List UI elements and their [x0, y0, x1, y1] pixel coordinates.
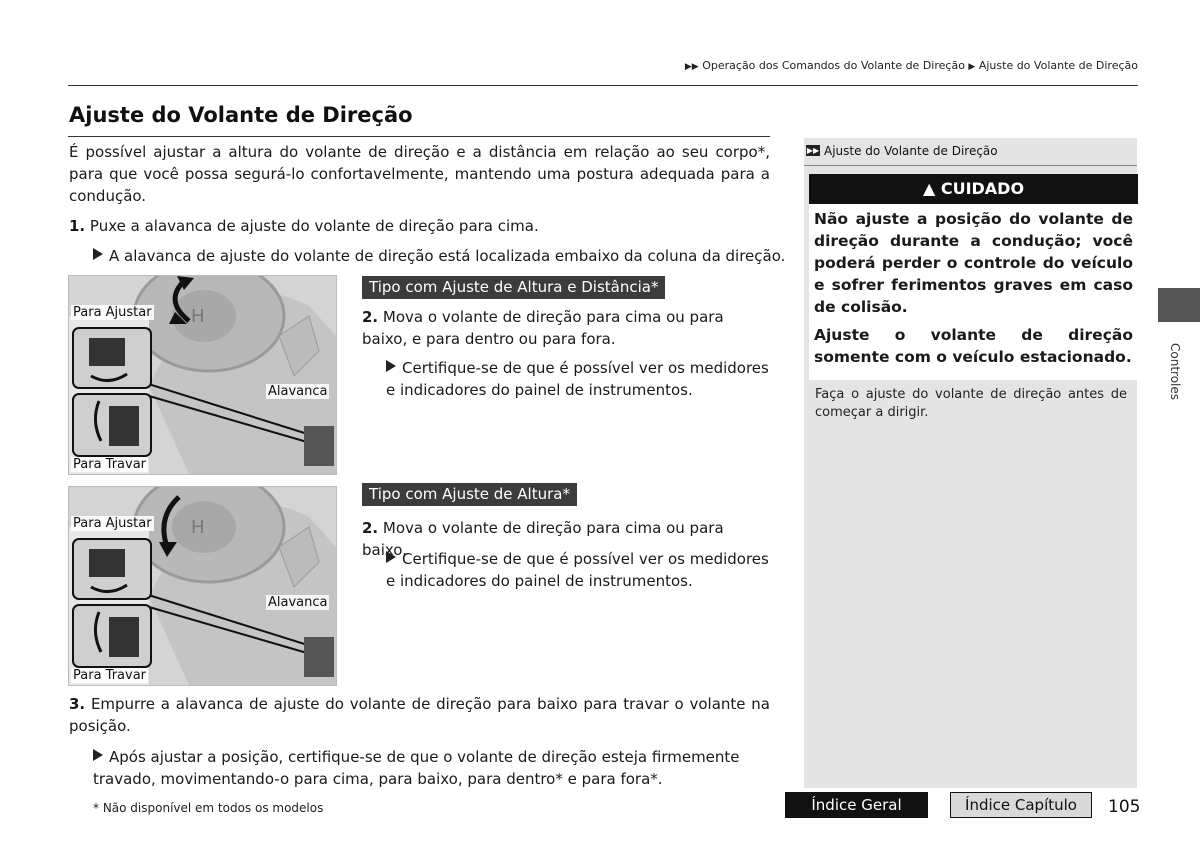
type-1-note [386, 357, 770, 401]
step-3-note-text: Após ajustar a posição, certifique-se de que o volante de direção esteja firmemente travado, movimentando-o para cima, para baixo, para dentro* e para fora*. [93, 748, 740, 788]
type-1-note-text: Certifique-se de que é possível ver os medidores e indicadores do painel de instrumentos. [386, 359, 769, 399]
arrow-bullet-icon [386, 551, 396, 563]
type-2-note [386, 548, 770, 592]
figure-height-distance [68, 275, 337, 475]
step-3 [69, 693, 770, 737]
label-alavanca: Alavanca [268, 384, 328, 399]
label-para-travar: Para Travar [73, 668, 147, 683]
figure-height [68, 486, 337, 686]
index-general-button[interactable]: Índice Geral [785, 792, 928, 818]
type-2-label: Tipo com Ajuste de Altura* [362, 483, 577, 506]
page-number: 105 [1108, 797, 1141, 817]
arrow-bullet-icon [93, 749, 103, 761]
footnote: * Não disponível em todos os modelos [93, 801, 324, 815]
chapter-tab[interactable] [1158, 288, 1200, 322]
label-para-ajustar: Para Ajustar [73, 516, 152, 531]
svg-text:H: H [191, 517, 205, 538]
double-arrow-icon: ▶▶ [684, 62, 699, 72]
caution-text-2: Ajuste o volante de direção somente com o veículo estacionado. [814, 326, 1133, 366]
index-chapter-button[interactable]: Índice Capítulo [950, 792, 1092, 818]
breadcrumb [685, 59, 1138, 72]
type-1-step [362, 306, 770, 350]
caution-header [809, 174, 1138, 204]
step-1-text: Puxe a alavanca de ajuste do volante de direção para cima. [89, 217, 539, 235]
step-1-note-text: A alavanca de ajuste do volante de direção está localizada embaixo da coluna da direção. [109, 247, 786, 265]
page-title: Ajuste do Volante de Direção [69, 103, 413, 127]
label-para-travar: Para Travar [73, 457, 147, 472]
type-2-note-text: Certifique-se de que é possível ver os medidores e indicadores do painel de instrumentos. [386, 550, 769, 590]
label-para-ajustar: Para Ajustar [73, 305, 152, 320]
header-divider [68, 85, 1138, 86]
label-alavanca: Alavanca [268, 595, 328, 610]
type-2-step-text: Mova o volante de direção para cima ou para baixo. [362, 519, 724, 559]
arrow-icon: ▶ [968, 62, 976, 72]
breadcrumb-item-section[interactable]: Operação dos Comandos do Volante de Direção [702, 59, 965, 72]
type-1-step-number: 2. [362, 308, 379, 326]
side-note: Faça o ajuste do volante de direção antes de começar a dirigir. [815, 387, 1127, 420]
type-1-step-text: Mova o volante de direção para cima ou para baixo, e para dentro ou para fora. [362, 308, 724, 348]
step-3-number: 3. [69, 695, 86, 713]
caution-title: CUIDADO [940, 179, 1025, 198]
svg-text:H: H [191, 306, 205, 327]
step-3-text: Empurre a alavanca de ajuste do volante de direção para baixo para travar o volante na posição. [69, 695, 770, 735]
breadcrumb-item-page[interactable]: Ajuste do Volante de Direção [978, 59, 1138, 72]
step-1 [69, 215, 770, 237]
step-1-note [93, 245, 786, 267]
chapter-tab-label: Controles [1168, 343, 1182, 401]
arrow-bullet-icon [386, 360, 396, 372]
side-panel [804, 138, 1137, 788]
caution-text-1: Não ajuste a posição do volante de direção durante a condução; você poderá perder o controle do veículo e sofrer ferimentos graves em caso de colisão. [814, 210, 1133, 316]
caution-box [809, 204, 1138, 380]
arrow-bullet-icon [93, 248, 103, 260]
side-panel-header [804, 138, 1137, 166]
warning-icon: ▲ [922, 179, 936, 198]
side-panel-title[interactable]: Ajuste do Volante de Direção [824, 144, 998, 158]
step-1-number: 1. [69, 217, 86, 235]
title-divider [68, 136, 770, 137]
intro-text: É possível ajustar a altura do volante de direção e a distância em relação ao seu corpo*, para que você possa segurá-lo confortavelmente, mantendo uma postura adequada para a condução. [69, 143, 770, 205]
step-3-note [93, 746, 770, 790]
type-2-step-number: 2. [362, 519, 379, 537]
double-arrow-icon: ▶▶ [806, 146, 820, 155]
type-1-label: Tipo com Ajuste de Altura e Distância* [362, 276, 665, 299]
